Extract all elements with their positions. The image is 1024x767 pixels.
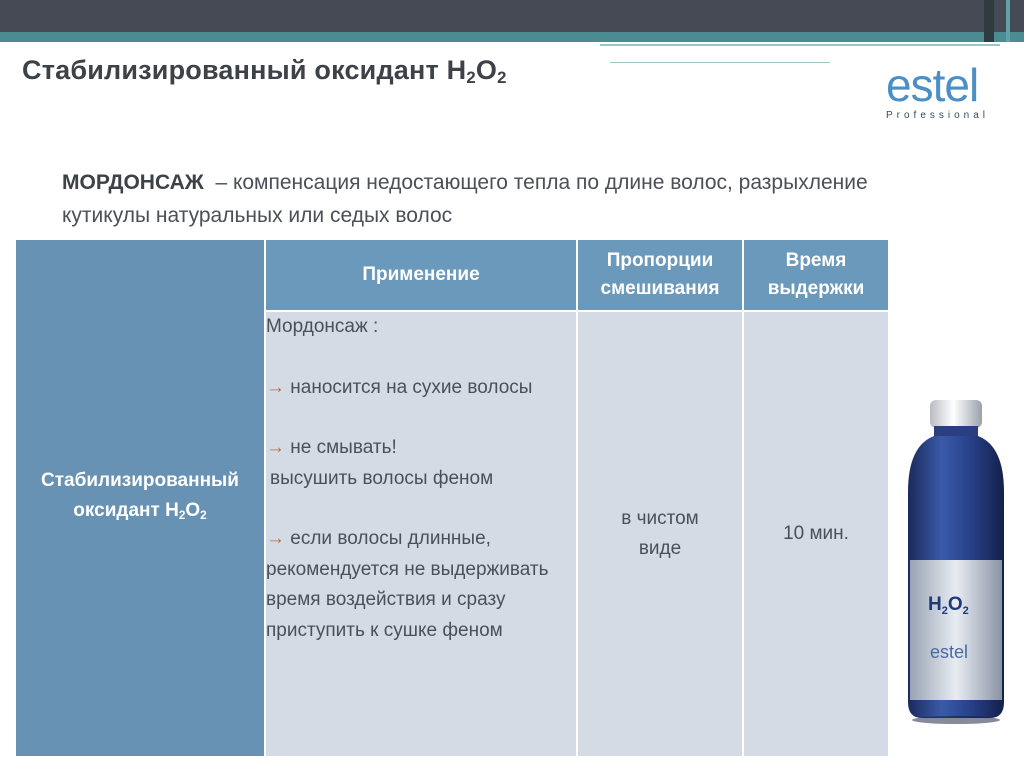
decorative-line [610, 62, 830, 63]
slide-title: Стабилизированный оксидант $H_2O_2$ [22, 55, 507, 88]
logo-subtitle: Professional [886, 110, 990, 121]
intro-definition [62, 166, 922, 232]
top-banner-accent [984, 0, 994, 42]
top-banner-stripe [0, 32, 1024, 42]
intro-text: – компенсация недостающего тепла по длине волос, разрыхление кутикулы натуральных или седых волос [62, 171, 868, 227]
intro-term: МОРДОНСАЖ [62, 171, 204, 194]
row-header-product: Стабилизированный оксидант $H_2O_2$ [15, 239, 265, 757]
info-table [14, 238, 890, 758]
header-proportions: Пропорции смешивания [577, 239, 743, 311]
header-time: Время выдержки [743, 239, 889, 311]
top-banner [0, 0, 1024, 32]
application-heading: Мордонсаж : [266, 316, 379, 337]
cell-proportions: в чистом виде [577, 311, 743, 757]
product-bottle-image [900, 396, 1012, 726]
arrow-icon: → [266, 528, 285, 549]
top-banner-accent-thin [1006, 0, 1010, 42]
application-item: → если волосы длинные, рекомендуется не выдерживать время воздействия и сразу приступить к сушке феном [266, 528, 549, 641]
cell-time: 10 мин. [743, 311, 889, 757]
application-item: → не смывать! [266, 437, 397, 458]
arrow-icon: → [266, 376, 285, 398]
bottle-formula: H [928, 594, 942, 615]
header-application: Применение [265, 239, 577, 311]
svg-text:H2O2: $H_2O_2$ [928, 594, 969, 617]
logo-wordmark: estel [886, 59, 979, 111]
decorative-line [600, 44, 1000, 46]
application-item: → наносится на сухие волосы [266, 376, 533, 398]
bottle-brand: estel [930, 642, 969, 662]
application-note: высушить волосы феном [270, 467, 494, 489]
arrow-icon: → [266, 437, 285, 458]
cell-application [265, 311, 577, 757]
estel-logo [886, 59, 1016, 132]
